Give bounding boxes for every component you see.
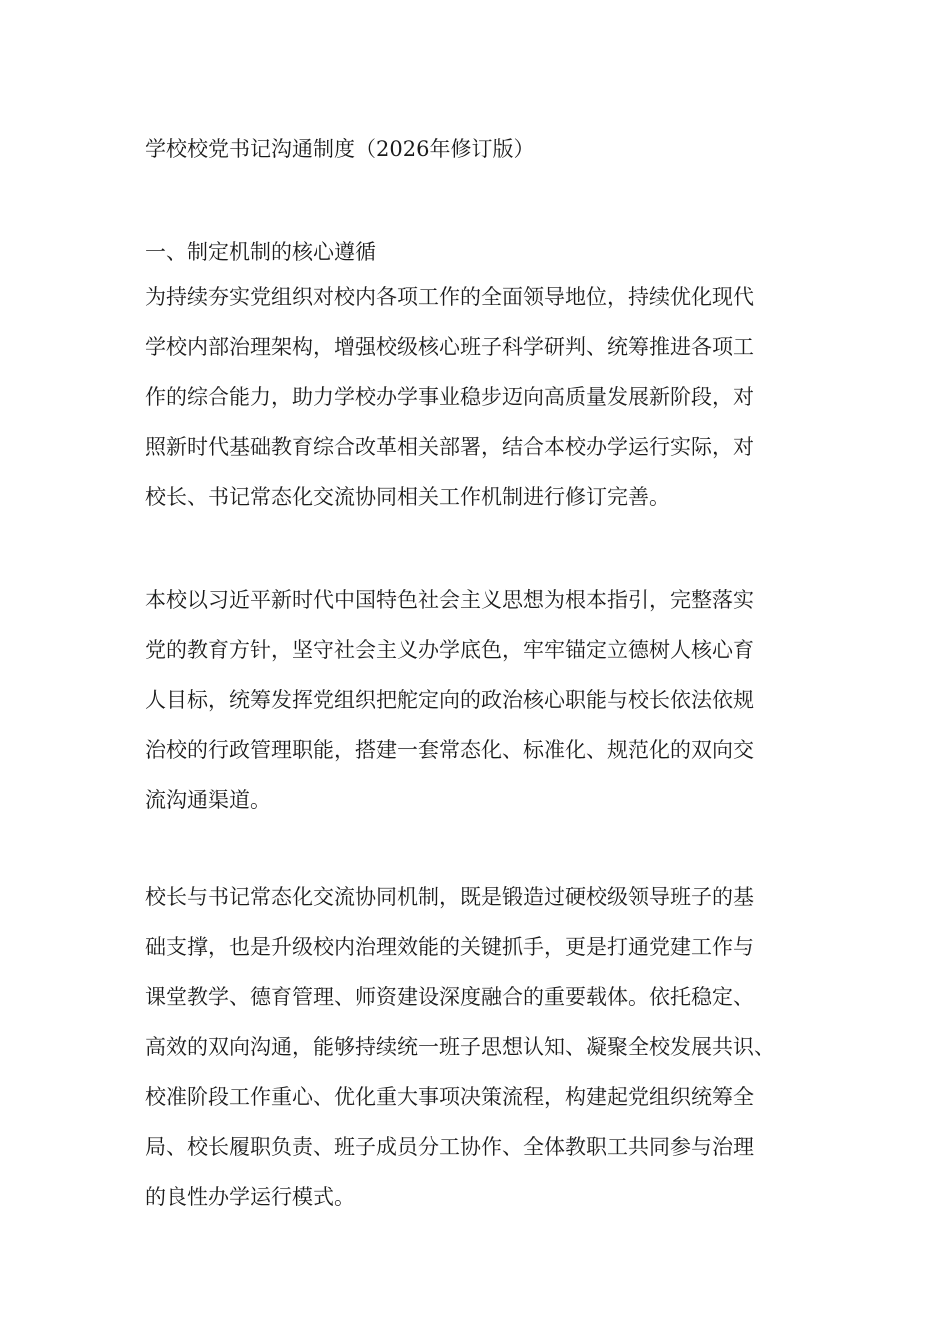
paragraph-line: 人目标，统筹发挥党组织把舵定向的政治核心职能与校长依法依规: [145, 688, 754, 712]
paragraph-line: 校长、书记常态化交流协同相关工作机制进行修订完善。: [145, 485, 670, 509]
paragraph-line: 治校的行政管理职能，搭建一套常态化、标准化、规范化的双向交: [145, 738, 754, 762]
paragraph-line: 校长与书记常态化交流协同机制，既是锻造过硬校级领导班子的基: [145, 885, 754, 909]
paragraph-line: 课堂教学、德育管理、师资建设深度融合的重要载体。依托稳定、: [145, 985, 754, 1009]
paragraph-2: [145, 575, 845, 825]
paragraph-line: 校准阶段工作重心、优化重大事项决策流程，构建起党组织统筹全: [145, 1085, 754, 1109]
paragraph-line: 流沟通渠道。: [145, 788, 271, 812]
paragraph-line: 作的综合能力，助力学校办学事业稳步迈向高质量发展新阶段，对: [145, 385, 754, 409]
paragraph-1: [145, 272, 845, 522]
paragraph-line: 为持续夯实党组织对校内各项工作的全面领导地位，持续优化现代: [145, 285, 754, 309]
paragraph-3: [145, 872, 845, 1222]
paragraph-line: 学校内部治理架构，增强校级核心班子科学研判、统筹推进各项工: [145, 335, 754, 359]
paragraph-line: 的良性办学运行模式。: [145, 1185, 355, 1209]
paragraph-line: 本校以习近平新时代中国特色社会主义思想为根本指引，完整落实: [145, 588, 754, 612]
paragraph-line: 照新时代基础教育综合改革相关部署，结合本校办学运行实际，对: [145, 435, 754, 459]
document-title: 学校校党书记沟通制度（2026年修订版）: [145, 137, 535, 161]
paragraph-line: 党的教育方针，坚守社会主义办学底色，牢牢锚定立德树人核心育: [145, 638, 754, 662]
paragraph-line: 局、校长履职负责、班子成员分工协作、全体教职工共同参与治理: [145, 1135, 754, 1159]
paragraph-line: 高效的双向沟通，能够持续统一班子思想认知、凝聚全校发展共识、: [145, 1035, 775, 1059]
section-heading: 一、制定机制的核心遵循: [145, 240, 376, 264]
paragraph-line: 础支撑，也是升级校内治理效能的关键抓手，更是打通党建工作与: [145, 935, 754, 959]
